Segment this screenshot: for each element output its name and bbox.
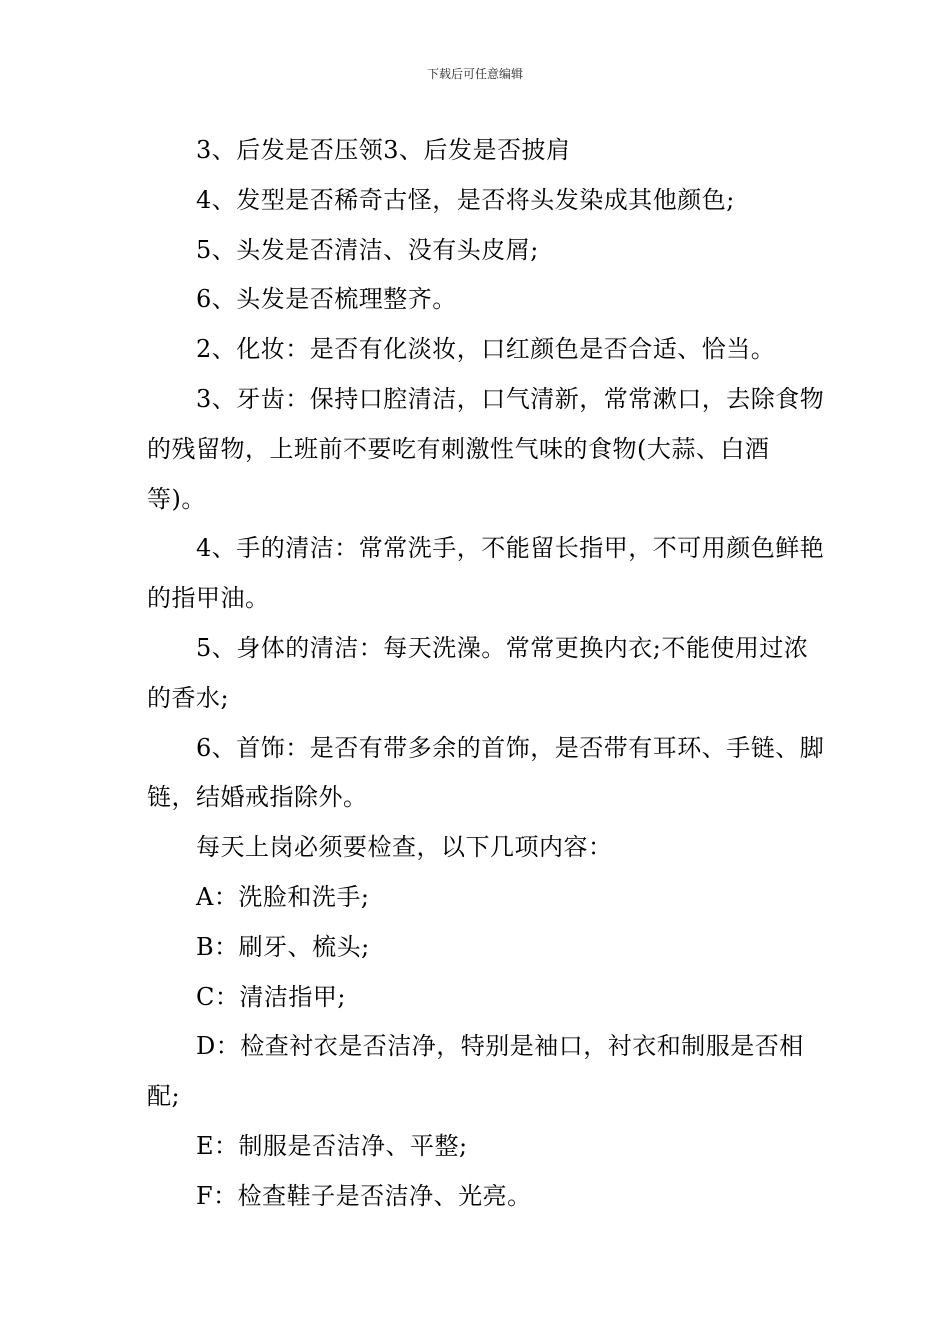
paragraph: 5、身体的清洁：每天洗澡。常常更换内衣;不能使用过浓的香水;	[147, 633, 809, 712]
paragraph: 每天上岗必须要检查，以下几项内容：	[196, 833, 613, 862]
paragraph: 4、手的清洁：常常洗手，不能留长指甲，不可用颜色鲜艳的指甲油。	[147, 534, 825, 613]
paragraph: 6、首饰：是否有带多余的首饰，是否带有耳环、手链、脚链，结婚戒指除外。	[147, 733, 825, 812]
paragraph: 2、化妆：是否有化淡妆，口红颜色是否合适、恰当。	[196, 335, 776, 364]
paragraph: A：洗脸和洗手;	[196, 882, 370, 911]
paragraph: E：制服是否洁净、平整;	[196, 1131, 468, 1160]
paragraph: 6、头发是否梳理整齐。	[196, 285, 457, 314]
paragraph: C：清洁指甲;	[196, 982, 346, 1011]
document-body	[147, 126, 827, 1222]
paragraph: B：刷牙、梳头;	[196, 932, 370, 961]
paragraph: F：检查鞋子是否洁净、光亮。	[196, 1181, 532, 1210]
page-header: 下载后可任意编辑	[426, 67, 523, 81]
paragraph: 3、后发是否压领3、后发是否披肩	[196, 136, 571, 164]
paragraph: D：检查衬衣是否洁净，特别是袖口，衬衣和制服是否相配;	[147, 1032, 804, 1111]
paragraph: 4、发型是否稀奇古怪，是否将头发染成其他颜色;	[196, 185, 735, 214]
paragraph: 5、头发是否清洁、没有头皮屑;	[196, 235, 539, 264]
paragraph: 3、牙齿：保持口腔清洁，口气清新，常常漱口，去除食物的残留物，上班前不要吃有刺激性气味的食物(大蒜、白酒等)。	[147, 384, 825, 513]
